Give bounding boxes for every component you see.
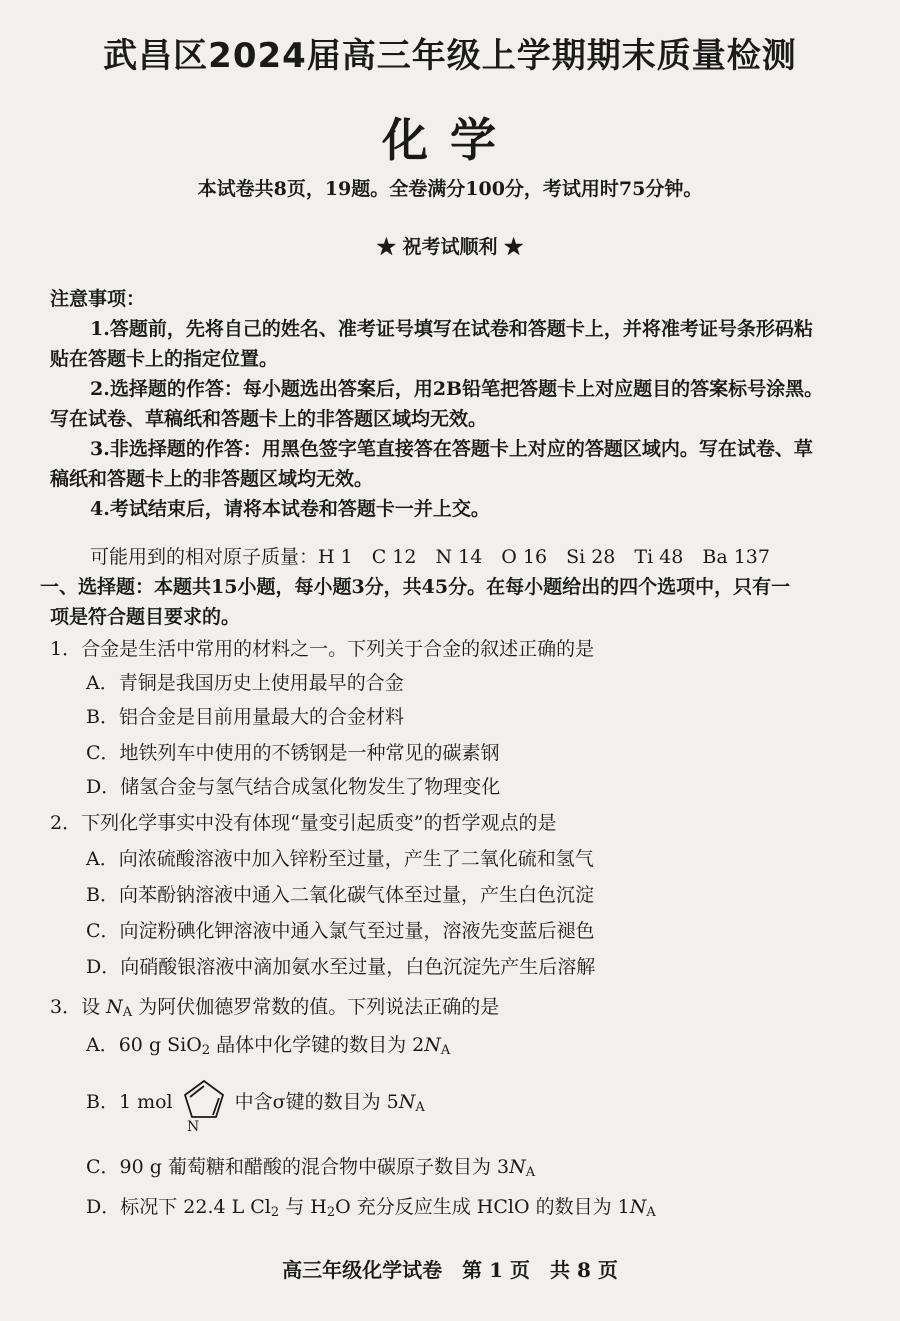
q2-option-c: C．向淀粉碘化钾溶液中通入氯气至过量，溶液先变蓝后褪色 xyxy=(86,920,595,942)
page-footer: 高三年级化学试卷 第 1 页 共 8 页 xyxy=(282,1258,618,1282)
q1-stem: 1．合金是生活中常用的材料之一。下列关于合金的叙述正确的是 xyxy=(50,638,595,660)
pyrrole-nitrogen-label: N xyxy=(186,1119,199,1133)
q3-option-c: C．90 g 葡萄糖和醋酸的混合物中碳原子数目为 $3N_A$ xyxy=(86,1156,536,1180)
q2-option-a: A．向浓硫酸溶液中加入锌粉至过量，产生了二氧化硫和氢气 xyxy=(86,848,594,870)
q3-option-b: B．1 mol N 中含σ键的数目为 $5N_A$ xyxy=(86,1072,876,1138)
q3-stem: 3．设 $N_A$ 为阿伏伽德罗常数的值。下列说法正确的是 xyxy=(50,996,500,1020)
atomic-masses: 可能用到的相对原子质量：H 1 C 12 N 14 O 16 Si 28 Ti 48 Ba 137 xyxy=(90,546,770,568)
pyrrole-molecule-icon xyxy=(177,1073,231,1133)
q1-option-a: A．青铜是我国历史上使用最早的合金 xyxy=(86,672,404,694)
q1-option-c: C．地铁列车中使用的不锈钢是一种常见的碳素钢 xyxy=(86,742,500,764)
subject-title: 化学 xyxy=(382,113,518,167)
q1-option-d: D．储氢合金与氢气结合成氢化物发生了物理变化 xyxy=(86,776,501,798)
good-luck-line: ★ 祝考试顺利 ★ xyxy=(376,236,524,258)
notice-item-2-cont: 写在试卷、草稿纸和答题卡上的非答题区域均无效。 xyxy=(50,408,488,430)
exam-title: 武昌区2024届高三年级上学期期末质量检测 xyxy=(103,36,797,76)
exam-info: 本试卷共8页，19题。全卷满分100分，考试用时75分钟。 xyxy=(197,178,703,200)
notice-item-2: 2.选择题的作答：每小题选出答案后，用2B铅笔把答题卡上对应题目的答案标号涂黑。 xyxy=(90,378,824,400)
q1-option-b: B．铝合金是目前用量最大的合金材料 xyxy=(86,706,404,728)
notice-item-3-cont: 稿纸和答题卡上的非答题区域均无效。 xyxy=(50,468,374,490)
section-1-heading: 一、选择题：本题共15小题，每小题3分，共45分。在每小题给出的四个选项中，只有一 xyxy=(40,576,791,598)
q2-stem: 2．下列化学事实中没有体现“量变引起质变”的哲学观点的是 xyxy=(50,812,557,834)
q2-option-b: B．向苯酚钠溶液中通入二氧化碳气体至过量，产生白色沉淀 xyxy=(86,884,594,906)
notice-heading: 注意事项： xyxy=(50,288,146,310)
q3-option-a: A．60 g SiO$_2$ 晶体中化学键的数目为 $2N_A$ xyxy=(86,1034,451,1058)
q3-option-d: D．标况下 22.4 L $Cl_2$ 与 $H_2O$ 充分反应生成 HClO 的数目为 $1N_A$ xyxy=(86,1196,656,1220)
notice-item-3: 3.非选择题的作答：用黑色签字笔直接答在答题卡上对应的答题区域内。写在试卷、草 xyxy=(90,438,813,460)
notice-item-1: 1.答题前，先将自己的姓名、准考证号填写在试卷和答题卡上，并将准考证号条形码粘 xyxy=(90,318,813,340)
q2-option-d: D．向硝酸银溶液中滴加氨水至过量，白色沉淀先产生后溶解 xyxy=(86,956,596,978)
section-1-heading-cont: 项是符合题目要求的。 xyxy=(50,606,241,628)
notice-item-1-cont: 贴在答题卡上的指定位置。 xyxy=(50,348,279,370)
notice-item-4: 4.考试结束后，请将本试卷和答题卡一并上交。 xyxy=(90,498,490,520)
